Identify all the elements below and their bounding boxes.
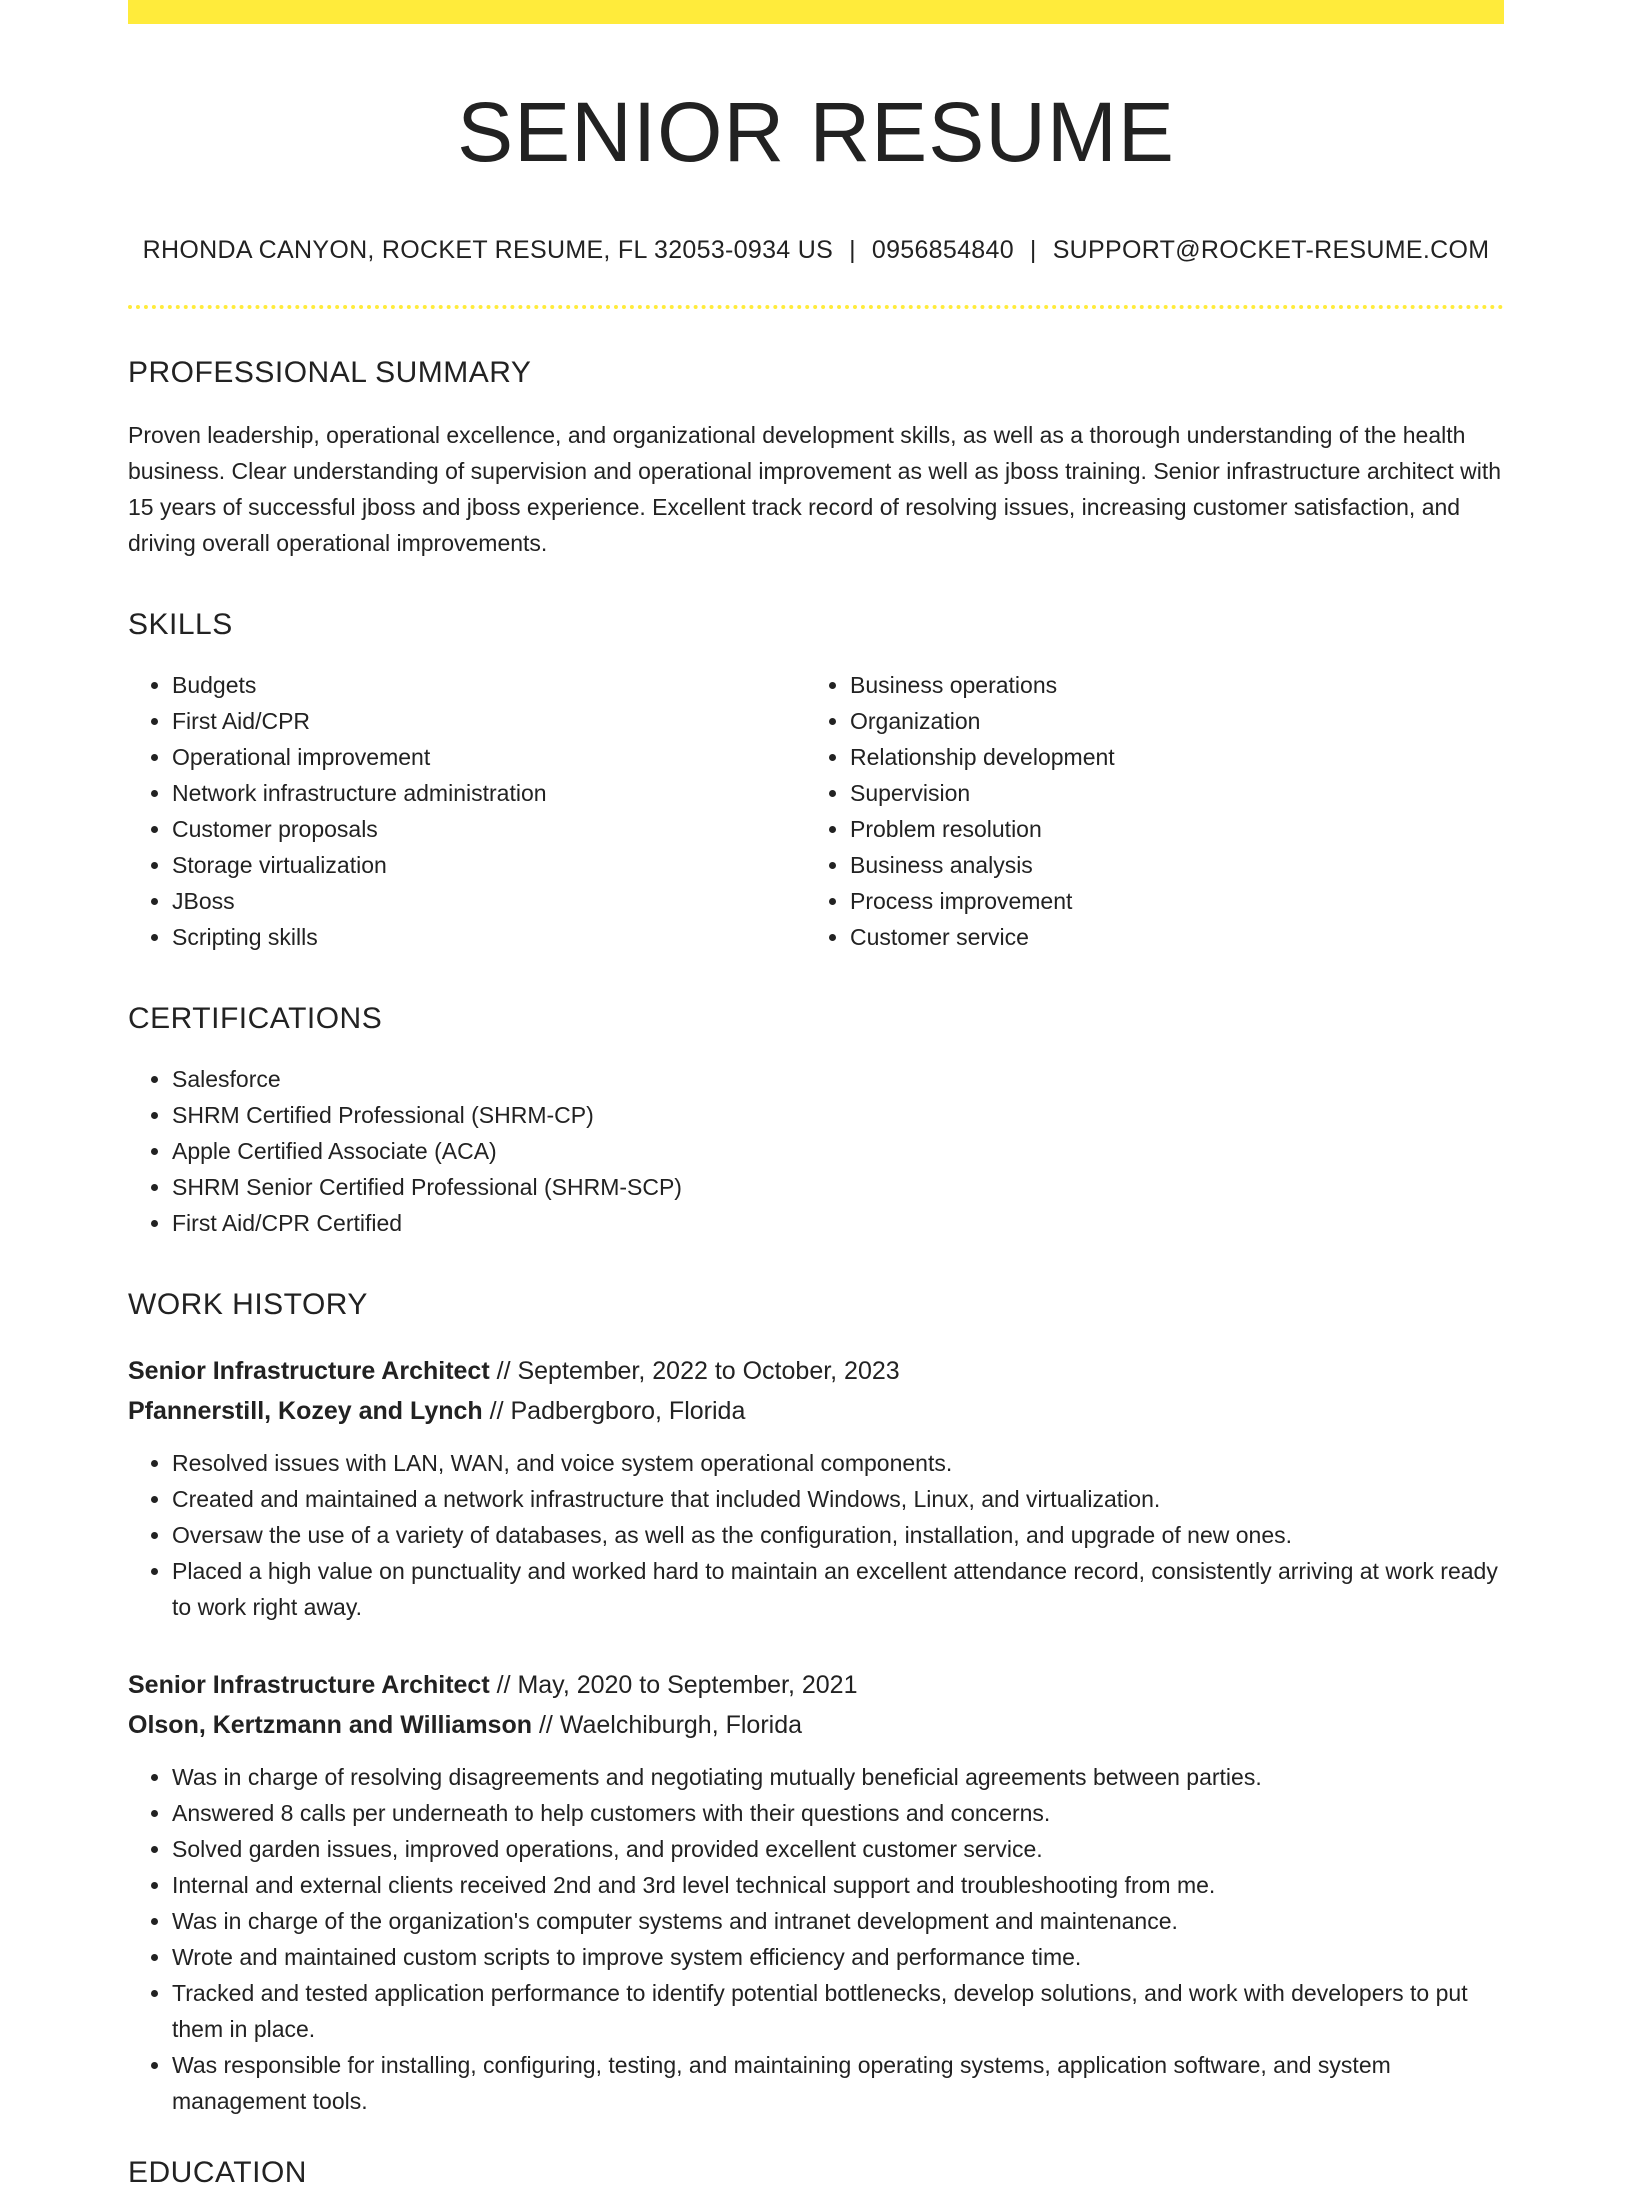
- skill-item: • Process improvement: [850, 883, 1484, 919]
- job-company: Olson, Kertzmann and Williamson: [128, 1711, 532, 1740]
- job-title-line: [128, 1665, 1504, 1705]
- top-accent-bar: [128, 0, 1504, 24]
- job-header: [128, 1351, 1504, 1431]
- resume-page: [128, 0, 1504, 2191]
- job-bullet: • Was in charge of the organization's computer systems and intranet development and maintenance.: [172, 1903, 1504, 1939]
- skill-item: • Customer proposals: [172, 811, 806, 847]
- summary-text: Proven leadership, operational excellence, and organizational development skills, as well as a thorough understanding of the health business. Clear understanding of supervision and operational improvement as well as jboss training. Senior infrastructure architect with 15 years of successful jboss and jboss experience. Excellent track record of resolving issues, increasing customer satisfaction, and driving overall operational improvements.: [128, 422, 1502, 557]
- dotted-divider: [128, 305, 1504, 309]
- job-bullet: • Placed a high value on punctuality and worked hard to maintain an excellent attendance record, consistently arriving at work ready to work right away.: [172, 1553, 1504, 1625]
- contact-line: [128, 236, 1504, 265]
- skill-item: • Network infrastructure administration: [172, 775, 806, 811]
- skill-item: • Scripting skills: [172, 919, 806, 955]
- job-bullet: • Internal and external clients received 2nd and 3rd level technical support and troubleshooting from me.: [172, 1867, 1504, 1903]
- skill-item: • First Aid/CPR: [172, 703, 806, 739]
- skills-grid: [128, 667, 1504, 955]
- skill-item: • Operational improvement: [172, 739, 806, 775]
- skill-item: • Business operations: [850, 667, 1484, 703]
- job-bullet: • Was in charge of resolving disagreements and negotiating mutually beneficial agreements between parties.: [172, 1759, 1504, 1795]
- job-bullet: • Was responsible for installing, configuring, testing, and maintaining operating systems, application software, and system management tools.: [172, 2047, 1504, 2119]
- summary-section: [128, 355, 1504, 561]
- job-bullet: • Wrote and maintained custom scripts to improve system efficiency and performance time.: [172, 1939, 1504, 1975]
- certifications-heading: CERTIFICATIONS: [128, 1002, 383, 1036]
- certification-item: • SHRM Certified Professional (SHRM-CP): [172, 1097, 1504, 1133]
- certification-item: • Apple Certified Associate (ACA): [172, 1133, 1504, 1169]
- summary-heading: PROFESSIONAL SUMMARY: [128, 356, 532, 390]
- job-company-line: [128, 1705, 1504, 1745]
- education-heading: EDUCATION: [128, 2156, 307, 2190]
- contact-phone: 0956854840: [871, 236, 1014, 265]
- skill-item: • Relationship development: [850, 739, 1484, 775]
- job-entry: [128, 1351, 1504, 1625]
- job-dates: // September, 2022 to October, 2023: [489, 1357, 900, 1386]
- job-bullets: [128, 1445, 1504, 1625]
- certification-item: • Salesforce: [172, 1061, 1504, 1097]
- job-bullet: • Oversaw the use of a variety of databases, as well as the configuration, installation, and upgrade of new ones.: [172, 1517, 1504, 1553]
- job-role: Senior Infrastructure Architect: [128, 1671, 490, 1700]
- certification-item: • SHRM Senior Certified Professional (SHRM-SCP): [172, 1169, 1504, 1205]
- job-entry: [128, 1665, 1504, 2119]
- job-bullet: • Solved garden issues, improved operations, and provided excellent customer service.: [172, 1831, 1504, 1867]
- job-company-line: [128, 1391, 1504, 1431]
- job-role: Senior Infrastructure Architect: [128, 1357, 490, 1386]
- skills-list-right: [806, 667, 1484, 955]
- contact-separator: |: [1029, 236, 1037, 265]
- work-history-heading: WORK HISTORY: [128, 1288, 368, 1322]
- skill-item: • Budgets: [172, 667, 806, 703]
- skills-section: [128, 607, 1504, 955]
- skill-item: • Business analysis: [850, 847, 1484, 883]
- skill-item: • Organization: [850, 703, 1484, 739]
- skill-item: • Customer service: [850, 919, 1484, 955]
- job-bullet: • Answered 8 calls per underneath to help customers with their questions and concerns.: [172, 1795, 1504, 1831]
- contact-separator: |: [849, 236, 856, 265]
- job-company: Pfannerstill, Kozey and Lynch: [128, 1397, 483, 1426]
- job-bullet: • Tracked and tested application performance to identify potential bottlenecks, develop solutions, and work with developers to put them in place.: [172, 1975, 1504, 2047]
- skill-item: • Supervision: [850, 775, 1484, 811]
- skills-heading: SKILLS: [128, 608, 233, 642]
- job-title-line: [128, 1351, 1504, 1391]
- skill-item: • Storage virtualization: [172, 847, 806, 883]
- education-section: [128, 2155, 1504, 2191]
- skills-list-left: [128, 667, 806, 955]
- job-bullet: • Resolved issues with LAN, WAN, and voice system operational components.: [172, 1445, 1504, 1481]
- job-location: // Padbergboro, Florida: [482, 1397, 746, 1426]
- contact-address: RHONDA CANYON, ROCKET RESUME, FL 32053-0934 US: [142, 236, 834, 265]
- job-bullets: [128, 1759, 1504, 2119]
- certifications-section: [128, 1001, 1504, 1241]
- certifications-list: [128, 1061, 1504, 1241]
- resume-title: SENIOR RESUME: [457, 85, 1175, 179]
- contact-email: SUPPORT@ROCKET-RESUME.COM: [1052, 236, 1490, 265]
- job-dates: // May, 2020 to September, 2021: [489, 1671, 858, 1700]
- skill-item: • Problem resolution: [850, 811, 1484, 847]
- job-bullet: • Created and maintained a network infrastructure that included Windows, Linux, and virtualization.: [172, 1481, 1504, 1517]
- job-header: [128, 1665, 1504, 1745]
- skill-item: • JBoss: [172, 883, 806, 919]
- certification-item: • First Aid/CPR Certified: [172, 1205, 1504, 1241]
- work-history-section: [128, 1287, 1504, 2119]
- job-location: // Waelchiburgh, Florida: [532, 1711, 803, 1740]
